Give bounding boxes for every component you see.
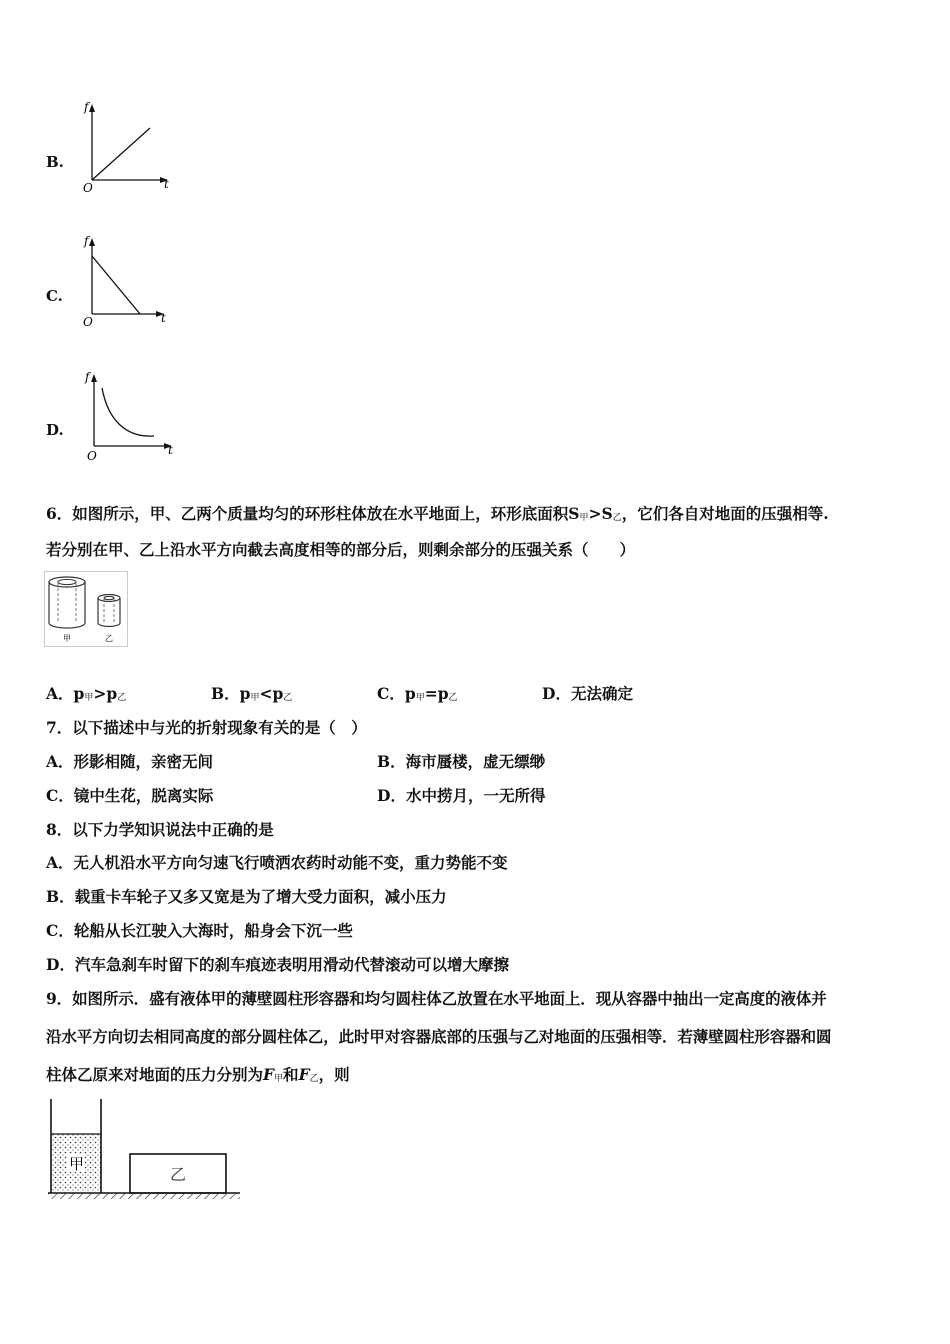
q8-option-c[interactable]: C．轮船从长江驶入大海时，船身会下沉一些 [46,921,353,940]
origin-label: O [83,315,93,329]
q9-container-and-cylinder-figure [44,1096,244,1206]
origin-label: O [83,181,93,195]
origin-label: O [87,449,97,463]
q6-stem-line1: 6．如图所示，甲、乙两个质量均匀的环形柱体放在水平地面上，环形底面积S甲>S乙，它们各自对地面的压强相等. [46,504,829,523]
label-yi: 乙 [170,1165,187,1184]
q6-option-c[interactable]: C．p甲=p乙 [377,684,458,703]
q8-option-a[interactable]: A．无人机沿水平方向匀速飞行喷洒农药时动能不变，重力势能不变 [46,853,508,872]
q9-stem-line3: 柱体乙原来对地面的压力分别为F甲和F乙，则 [46,1065,350,1084]
graph-c-decreasing [78,234,178,329]
x-axis-label: t [161,311,166,325]
q6-option-a[interactable]: A．p甲>p乙 [46,684,127,703]
q9-stem-line2: 沿水平方向切去相同高度的部分圆柱体乙，此时甲对容器底部的压强与乙对地面的压强相等．若薄壁圆柱形容器和圆 [46,1027,832,1046]
q8-option-b[interactable]: B．载重卡车轮子又多又宽是为了增大受力面积，减小压力 [46,887,447,906]
q6-option-d[interactable]: D．无法确定 [542,684,633,703]
label-yi: 乙 [105,634,113,643]
y-axis-label: f [85,370,90,384]
label-jia: 甲 [63,634,71,643]
label-jia: 甲 [69,1155,85,1173]
q9-stem-line1: 9．如图所示．盛有液体甲的薄壁圆柱形容器和均匀圆柱体乙放置在水平地面上．现从容器中抽出一定高度的液体并 [46,989,827,1008]
option-c-label: C. [46,287,63,305]
option-d-label: D. [46,421,64,439]
q6-ring-cylinders-figure [44,571,128,647]
x-axis-label: t [168,443,173,457]
q8-option-d[interactable]: D．汽车急刹车时留下的刹车痕迹表明用滑动代替滚动可以增大摩擦 [46,955,509,974]
graph-d-decay-curve [78,370,178,465]
y-axis-label: f [84,234,89,248]
x-axis-label: t [164,177,169,191]
q7-option-c[interactable]: C．镜中生花，脱离实际 [46,786,214,805]
y-axis-label: f [84,100,89,114]
q8-stem: 8．以下力学知识说法中正确的是 [46,820,274,839]
q7-option-d[interactable]: D．水中捞月，一无所得 [377,786,546,805]
q6-stem-line2: 若分别在甲、乙上沿水平方向截去高度相等的部分后，则剩余部分的压强关系（ ） [46,540,636,559]
q7-option-b[interactable]: B．海市蜃楼，虚无缥缈 [377,752,546,771]
option-b-label: B. [46,153,64,171]
q7-option-a[interactable]: A．形影相随，亲密无间 [46,752,214,771]
q6-option-b[interactable]: B．p甲<p乙 [211,684,293,703]
q7-stem: 7．以下描述中与光的折射现象有关的是（ ） [46,718,367,737]
graph-b-increasing [78,100,178,195]
